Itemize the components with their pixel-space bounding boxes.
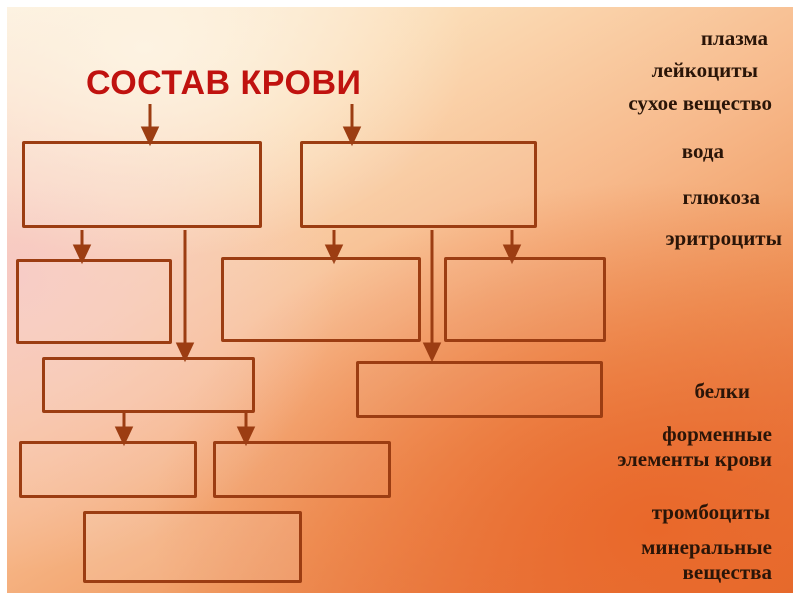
term-leikocity[interactable]: лейкоциты	[651, 58, 758, 82]
diagram-box-5[interactable]	[444, 257, 606, 342]
term-mineralnye[interactable]	[641, 535, 772, 585]
term-eritrocity[interactable]: эритроциты	[665, 226, 782, 250]
term-glukoza[interactable]: глюкоза	[682, 185, 760, 209]
diagram-box-8[interactable]	[19, 441, 197, 498]
term-formennye-line1: форменные	[662, 422, 772, 446]
diagram-box-7[interactable]	[356, 361, 603, 418]
page-title: СОСТАВ КРОВИ	[86, 64, 362, 102]
term-mineralnye-line1: минеральные	[641, 535, 772, 559]
diagram-box-1[interactable]	[22, 141, 262, 228]
term-voda[interactable]: вода	[681, 139, 724, 163]
diagram-box-2[interactable]	[300, 141, 537, 228]
diagram-box-4[interactable]	[221, 257, 421, 342]
term-formennye[interactable]	[617, 422, 772, 472]
diagram-box-9[interactable]	[213, 441, 391, 498]
term-formennye-line2: элементы крови	[617, 446, 772, 471]
diagram-box-6[interactable]	[42, 357, 255, 413]
diagram-box-3[interactable]	[16, 259, 172, 344]
term-trombocity[interactable]: тромбоциты	[651, 500, 770, 524]
diagram-box-10[interactable]	[83, 511, 302, 583]
term-plazma[interactable]: плазма	[700, 26, 768, 50]
term-suhoe[interactable]: сухое вещество	[628, 91, 772, 115]
term-belki[interactable]: белки	[694, 379, 750, 403]
term-mineralnye-line2: вещества	[682, 559, 772, 584]
